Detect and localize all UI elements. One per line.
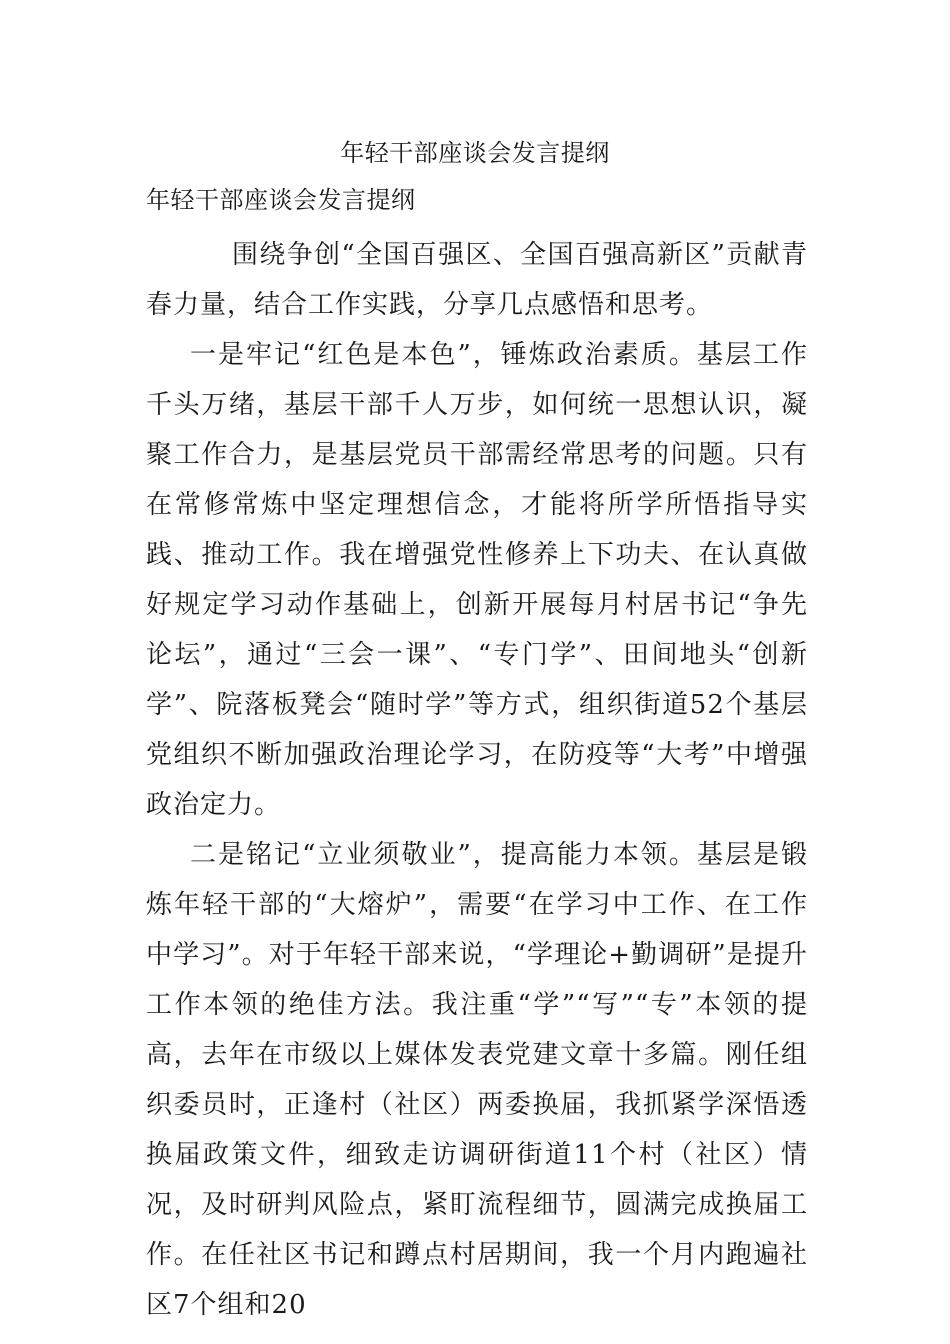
document-body <box>146 230 808 1330</box>
paragraph-point-one: 一是牢记“红色是本色”，锤炼政治素质。基层工作千头万绪，基层干部千人万步，如何统一思想认识，凝聚工作合力，是基层党员干部需经常思考的问题。只有在常修常炼中坚定理想信念，才能将所学所悟指导实践、推动工作。我在增强党性修养上下功夫、在认真做好规定学习动作基础上，创新开展每月村居书记“争先论坛”，通过“三会一课”、“专门学”、田间地头“创新学”、院落板凳会“随时学”等方式，组织街道52个基层党组织不断加强政治理论学习，在防疫等“大考”中增强政治定力。 <box>146 340 808 820</box>
paragraph-point-two: 二是铭记“立业须敬业”，提高能力本领。基层是锻炼年轻干部的“大熔炉”，需要“在学习中工作、在工作中学习”。对于年轻干部来说，“学理论+勤调研”是提升工作本领的绝佳方法。我注重“学”“写”“专”本领的提高，去年在市级以上媒体发表党建文章十多篇。刚任组织委员时，正逢村（社区）两委换届，我抓紧学深悟透换届政策文件，细致走访调研街道11个村（社区）情况，及时研判风险点，紧盯流程细节，圆满完成换届工作。在任社区书记和蹲点村居期间，我一个月内跑遍社区7个组和20 <box>146 840 808 1320</box>
document-subtitle: 年轻干部座谈会发言提纲 <box>146 186 416 214</box>
paragraph-intro: 围绕争创“全国百强区、全国百强高新区”贡献青春力量，结合工作实践，分享几点感悟和思考。 <box>146 240 808 320</box>
document-title: 年轻干部座谈会发言提纲 <box>340 139 610 167</box>
